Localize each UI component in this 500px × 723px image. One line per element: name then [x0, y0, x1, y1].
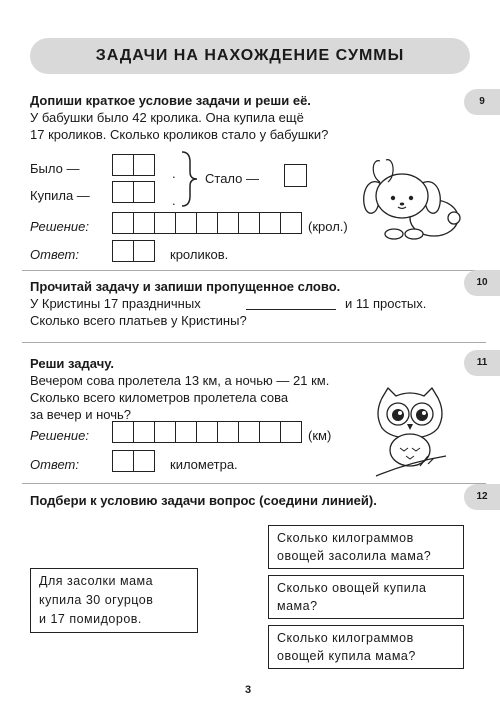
question-option-1[interactable]	[268, 525, 464, 569]
solution-cells[interactable]	[112, 421, 302, 443]
solution-label: Решение:	[30, 428, 90, 443]
task10-text-line1-end: и 11 простых.	[345, 296, 427, 311]
total-label: Стало —	[205, 171, 259, 186]
task11-text-line2: Сколько всего километров пролетела сова	[30, 390, 289, 405]
dots: .	[172, 193, 176, 208]
task11-text-line3: за вечер и ночь?	[30, 407, 131, 422]
was-label: Было —	[30, 161, 80, 176]
condition-line: купила 30 огурцов	[39, 593, 154, 607]
total-answer-cell[interactable]	[284, 164, 307, 187]
curly-brace-icon	[178, 150, 202, 208]
bought-answer-cells[interactable]	[112, 181, 155, 203]
owl-illustration	[370, 384, 450, 480]
task11-heading: Реши задачу.	[30, 356, 114, 371]
task10-text-line2: Сколько всего платьев у Кристины?	[30, 313, 247, 328]
solution-cells[interactable]	[112, 212, 302, 234]
task-number-badge: 11	[464, 350, 500, 376]
task-number-badge: 12	[464, 484, 500, 510]
option-line: мама?	[277, 599, 318, 613]
option-line: овощей купила мама?	[277, 649, 416, 663]
divider	[22, 270, 486, 271]
task10-text-line1: У Кристины 17 праздничных	[30, 296, 201, 311]
question-option-3[interactable]	[268, 625, 464, 669]
condition-line: и 17 помидоров.	[39, 612, 142, 626]
answer-label: Ответ:	[30, 457, 79, 472]
task9-text-line2: 17 кроликов. Сколько кроликов стало у бабушки?	[30, 127, 329, 142]
answer-cells[interactable]	[112, 450, 155, 472]
divider	[22, 483, 486, 484]
task12-heading: Подбери к условию задачи вопрос (соедини линией).	[30, 493, 377, 508]
unit-label: (крол.)	[308, 219, 348, 234]
task10-heading: Прочитай задачу и запиши пропущенное слово.	[30, 279, 341, 294]
option-line: Сколько овощей купила	[277, 581, 427, 595]
page-title: ЗАДАЧИ НА НАХОЖДЕНИЕ СУММЫ	[95, 47, 405, 64]
answer-unit: километра.	[170, 457, 238, 472]
answer-unit: кроликов.	[170, 247, 229, 262]
bunny-illustration	[358, 158, 463, 243]
task-number-badge: 10	[464, 270, 500, 296]
option-line: овощей засолила мама?	[277, 549, 432, 563]
task-number-badge: 9	[464, 89, 500, 115]
task11-text-line1: Вечером сова пролетела 13 км, а ночью — 21 км.	[30, 373, 330, 388]
divider	[22, 342, 486, 343]
question-option-2[interactable]	[268, 575, 464, 619]
option-line: Сколько килограммов	[277, 631, 414, 645]
option-line: Сколько килограммов	[277, 531, 414, 545]
bought-label: Купила —	[30, 188, 90, 203]
condition-line: Для засолки мама	[39, 574, 154, 588]
page-number: 3	[245, 684, 252, 696]
task9-text-line1: У бабушки было 42 кролика. Она купила ещё	[30, 110, 304, 125]
answer-label: Ответ:	[30, 247, 79, 262]
missing-word-blank[interactable]	[246, 309, 336, 310]
was-answer-cells[interactable]	[112, 154, 155, 176]
dots: .	[172, 166, 176, 181]
answer-cells[interactable]	[112, 240, 155, 262]
task9-heading: Допиши краткое условие задачи и реши её.	[30, 93, 311, 108]
problem-condition-box[interactable]	[30, 568, 198, 633]
solution-label: Решение:	[30, 219, 90, 234]
unit-label: (км)	[308, 428, 332, 443]
